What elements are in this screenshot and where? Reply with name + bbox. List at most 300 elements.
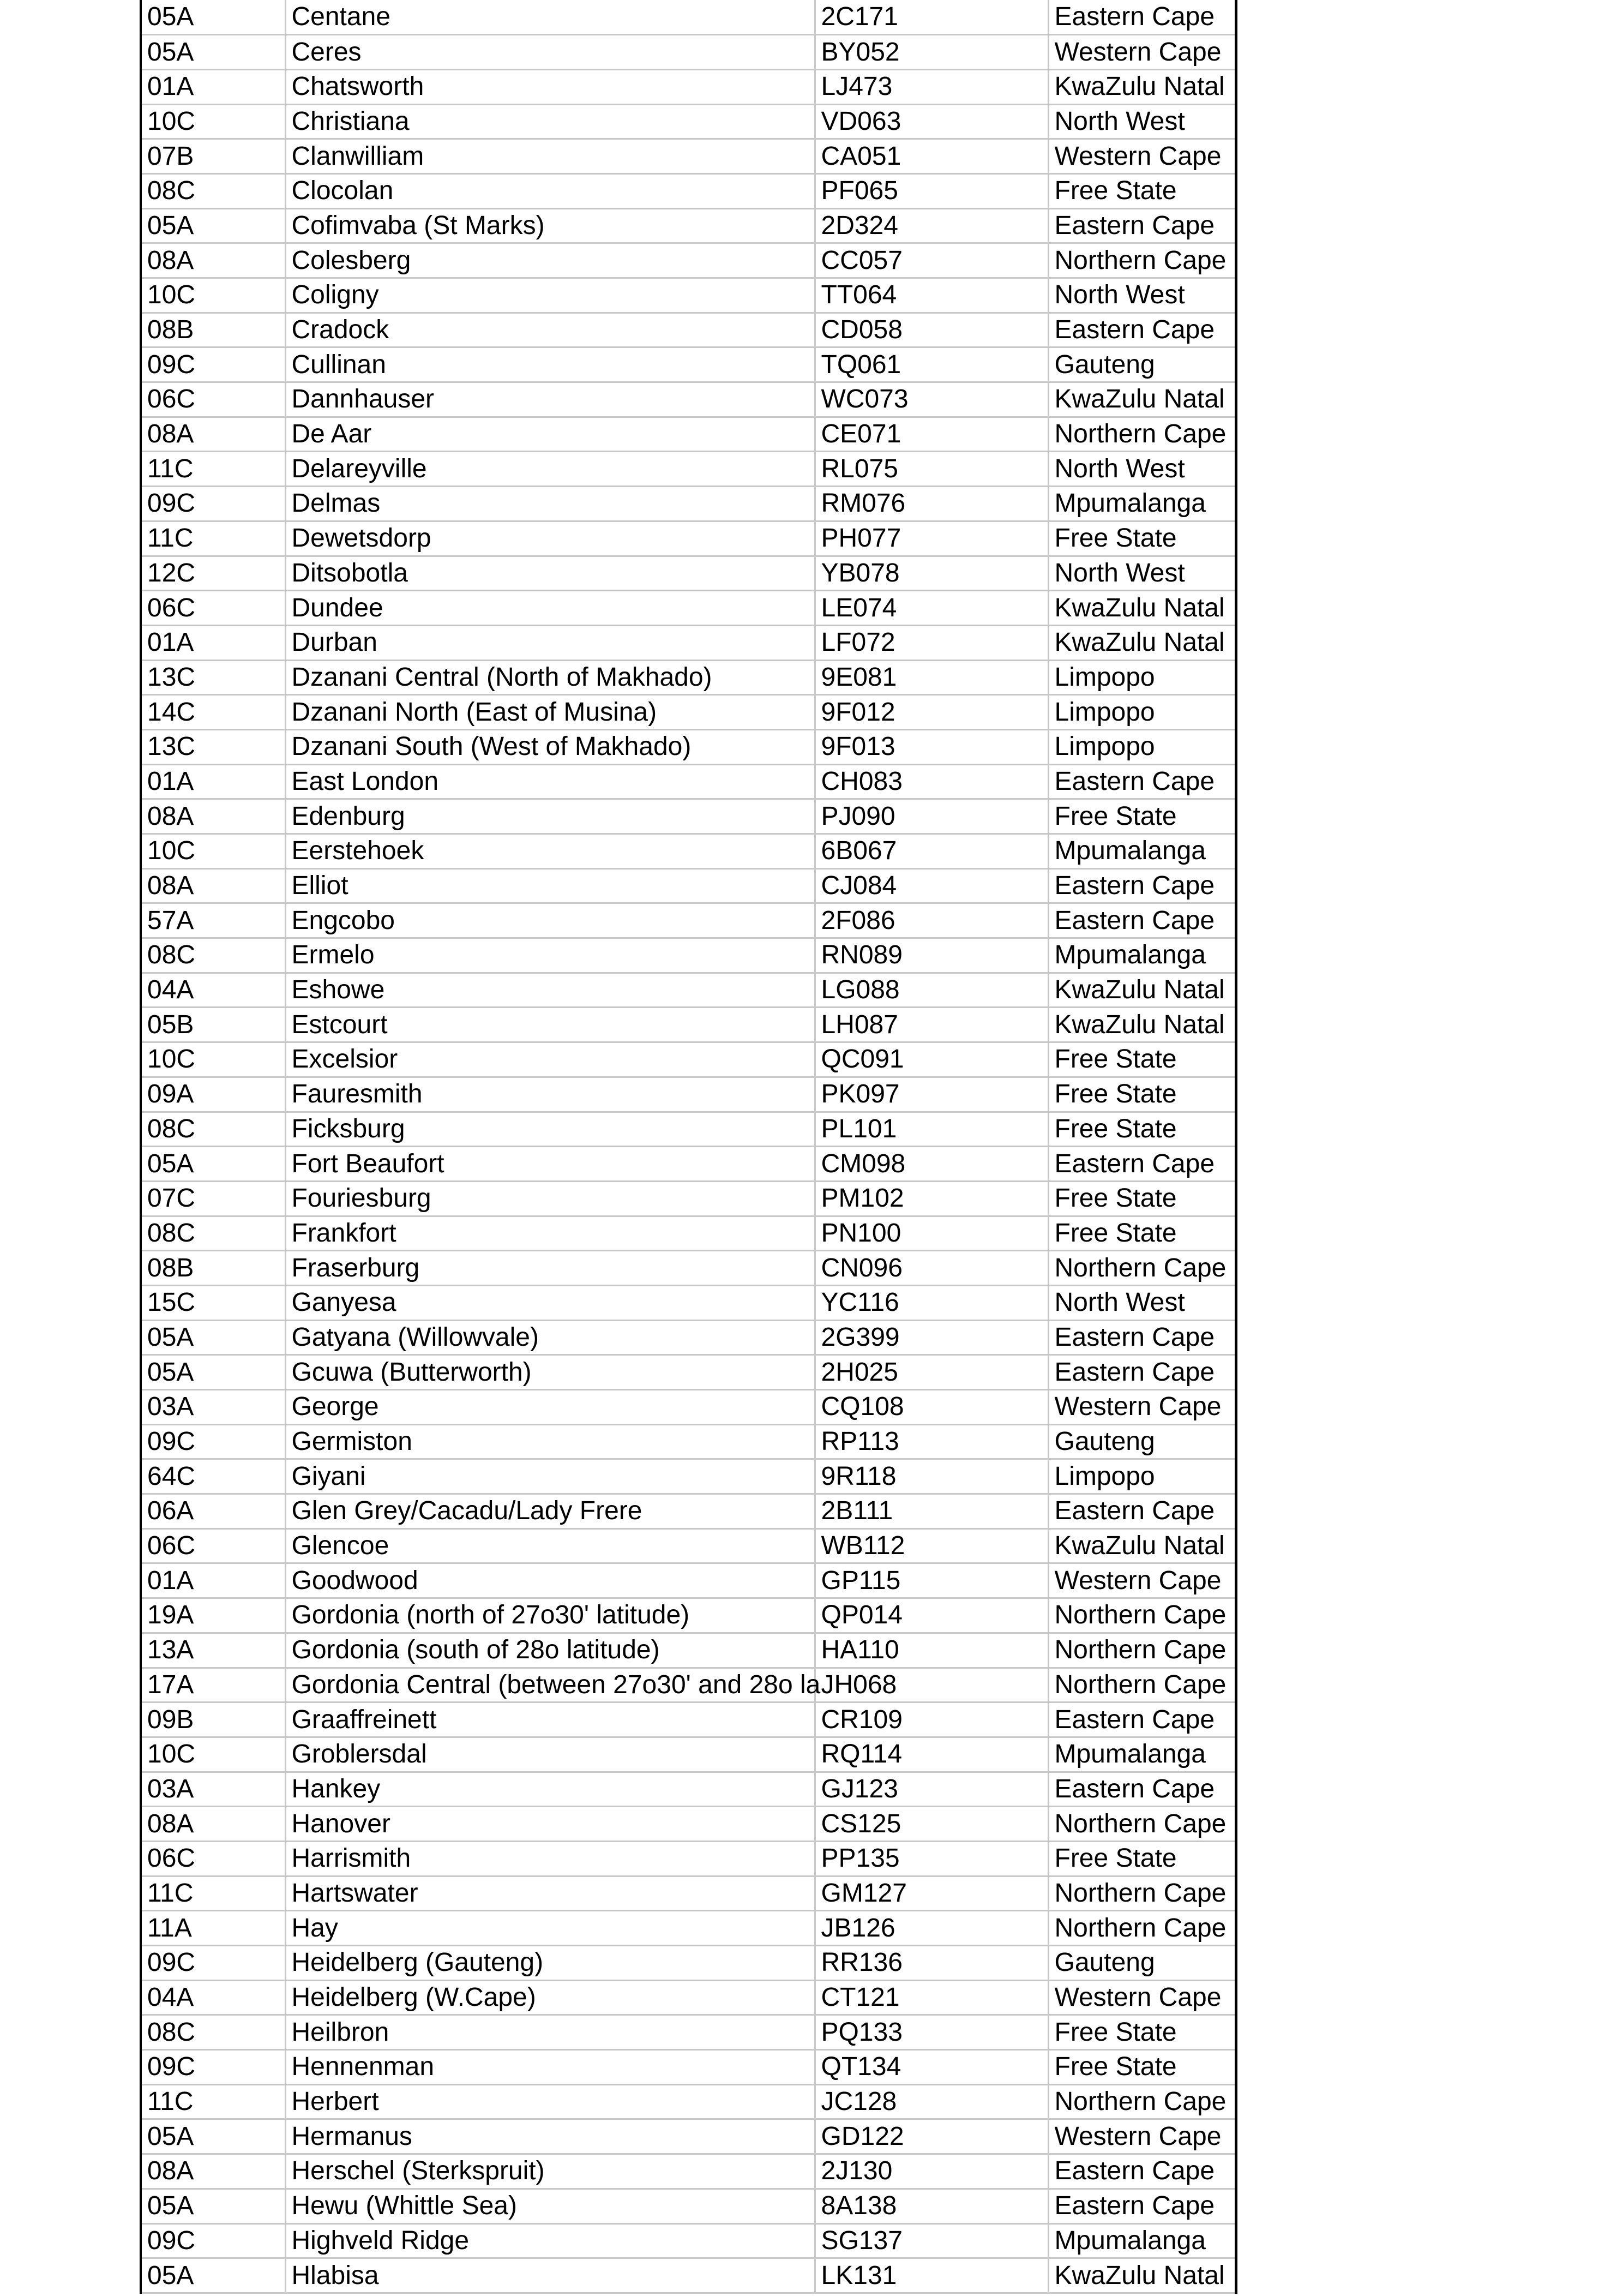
name-cell: De Aar xyxy=(285,417,815,452)
code-cell: 05A xyxy=(141,0,285,35)
name-cell: Clanwilliam xyxy=(285,139,815,174)
ref-cell: CQ108 xyxy=(815,1390,1048,1425)
name-cell: Hermanus xyxy=(285,2119,815,2154)
name-cell: Gordonia (south of 28o latitude) xyxy=(285,1633,815,1668)
ref-cell: PH077 xyxy=(815,521,1048,556)
ref-cell: JC128 xyxy=(815,2084,1048,2119)
code-cell: 05A xyxy=(141,2258,285,2293)
province-cell: Northern Cape xyxy=(1048,243,1236,278)
ref-cell: TQ061 xyxy=(815,347,1048,382)
province-cell: Eastern Cape xyxy=(1048,2154,1236,2189)
table-row xyxy=(141,1946,1236,1981)
code-cell: 12C xyxy=(141,556,285,591)
ref-cell: PP135 xyxy=(815,1841,1048,1876)
table-row xyxy=(141,1390,1236,1425)
ref-cell: 9E081 xyxy=(815,660,1048,695)
table-row xyxy=(141,2189,1236,2223)
ref-cell: QP014 xyxy=(815,1598,1048,1633)
code-cell: 13A xyxy=(141,1633,285,1668)
ref-cell: PQ133 xyxy=(815,2015,1048,2050)
table-row xyxy=(141,2154,1236,2189)
ref-cell: LG088 xyxy=(815,973,1048,1008)
province-cell: Eastern Cape xyxy=(1048,208,1236,243)
province-cell: Free State xyxy=(1048,1841,1236,1876)
ref-cell: PM102 xyxy=(815,1181,1048,1216)
province-cell: Eastern Cape xyxy=(1048,1355,1236,1390)
province-cell: Northern Cape xyxy=(1048,1876,1236,1911)
code-cell: 09B xyxy=(141,1702,285,1737)
name-cell: Gordonia (north of 27o30' latitude) xyxy=(285,1598,815,1633)
table-row xyxy=(141,1876,1236,1911)
ref-cell: 8A138 xyxy=(815,2189,1048,2223)
code-cell: 05A xyxy=(141,1147,285,1182)
code-cell: 13C xyxy=(141,729,285,764)
province-cell: Northern Cape xyxy=(1048,1911,1236,1946)
name-cell: Elliot xyxy=(285,868,815,903)
province-cell: Gauteng xyxy=(1048,1946,1236,1981)
ref-cell: VD063 xyxy=(815,104,1048,139)
table-row xyxy=(141,104,1236,139)
name-cell: Harrismith xyxy=(285,1841,815,1876)
code-cell: 05A xyxy=(141,2119,285,2154)
province-cell: Northern Cape xyxy=(1048,1807,1236,1842)
table-row xyxy=(141,868,1236,903)
name-cell: Fouriesburg xyxy=(285,1181,815,1216)
table-row xyxy=(141,139,1236,174)
table-row xyxy=(141,243,1236,278)
ref-cell: GM127 xyxy=(815,1876,1048,1911)
name-cell: Hay xyxy=(285,1911,815,1946)
table-row xyxy=(141,660,1236,695)
table-row xyxy=(141,2084,1236,2119)
name-cell: Durban xyxy=(285,625,815,660)
table-row xyxy=(141,1112,1236,1147)
province-cell: KwaZulu Natal xyxy=(1048,973,1236,1008)
province-cell: North West xyxy=(1048,1285,1236,1320)
name-cell: Dannhauser xyxy=(285,382,815,417)
province-cell: Free State xyxy=(1048,2015,1236,2050)
name-cell: Cofimvaba (St Marks) xyxy=(285,208,815,243)
code-cell: 17A xyxy=(141,1668,285,1702)
code-cell: 08C xyxy=(141,938,285,973)
table-row xyxy=(141,695,1236,730)
code-cell: 01A xyxy=(141,625,285,660)
code-cell: 01A xyxy=(141,764,285,799)
code-cell: 11C xyxy=(141,1876,285,1911)
name-cell: Centane xyxy=(285,0,815,35)
name-cell: Glen Grey/Cacadu/Lady Frere xyxy=(285,1494,815,1529)
name-cell: Dzanani Central (North of Makhado) xyxy=(285,660,815,695)
table-row xyxy=(141,2050,1236,2085)
name-cell: Hennenman xyxy=(285,2050,815,2085)
code-cell: 09C xyxy=(141,2223,285,2258)
province-cell: North West xyxy=(1048,452,1236,487)
ref-cell: CE071 xyxy=(815,417,1048,452)
code-cell: 08A xyxy=(141,243,285,278)
code-cell: 57A xyxy=(141,903,285,938)
ref-cell: 2F086 xyxy=(815,903,1048,938)
table-row xyxy=(141,1633,1236,1668)
province-cell: Free State xyxy=(1048,1042,1236,1077)
ref-cell: JH068 xyxy=(815,1668,1048,1702)
province-cell: Mpumalanga xyxy=(1048,938,1236,973)
code-cell: 09C xyxy=(141,2050,285,2085)
name-cell: Excelsior xyxy=(285,1042,815,1077)
name-cell: Ficksburg xyxy=(285,1112,815,1147)
code-cell: 05A xyxy=(141,1320,285,1355)
province-cell: KwaZulu Natal xyxy=(1048,625,1236,660)
province-cell: North West xyxy=(1048,278,1236,313)
ref-cell: CD058 xyxy=(815,313,1048,347)
ref-cell: 6B067 xyxy=(815,834,1048,869)
name-cell: Fraserburg xyxy=(285,1251,815,1286)
code-cell: 05A xyxy=(141,2189,285,2223)
code-cell: 08C xyxy=(141,2015,285,2050)
ref-cell: WB112 xyxy=(815,1528,1048,1563)
province-cell: Limpopo xyxy=(1048,729,1236,764)
name-cell: Gordonia Central (between 27o30' and 28o la xyxy=(285,1668,815,1702)
ref-cell: 2J130 xyxy=(815,2154,1048,2189)
name-cell: Fort Beaufort xyxy=(285,1147,815,1182)
table-row xyxy=(141,1668,1236,1702)
name-cell: Engcobo xyxy=(285,903,815,938)
ref-cell: PF065 xyxy=(815,173,1048,208)
code-cell: 11C xyxy=(141,2084,285,2119)
table-row xyxy=(141,173,1236,208)
province-cell: Eastern Cape xyxy=(1048,313,1236,347)
code-cell: 08A xyxy=(141,1807,285,1842)
table-row xyxy=(141,69,1236,104)
ref-cell: 9F012 xyxy=(815,695,1048,730)
code-cell: 04A xyxy=(141,1980,285,2015)
province-cell: KwaZulu Natal xyxy=(1048,1008,1236,1042)
code-cell: 06C xyxy=(141,1528,285,1563)
code-cell: 05A xyxy=(141,208,285,243)
code-cell: 11C xyxy=(141,452,285,487)
code-cell: 14C xyxy=(141,695,285,730)
ref-cell: QC091 xyxy=(815,1042,1048,1077)
table-row xyxy=(141,764,1236,799)
ref-cell: BY052 xyxy=(815,35,1048,70)
ref-cell: GP115 xyxy=(815,1563,1048,1598)
table-row xyxy=(141,521,1236,556)
province-cell: Limpopo xyxy=(1048,695,1236,730)
province-cell: Eastern Cape xyxy=(1048,1772,1236,1807)
table-row xyxy=(141,1459,1236,1494)
code-cell: 08C xyxy=(141,1112,285,1147)
name-cell: Heidelberg (W.Cape) xyxy=(285,1980,815,2015)
table-row xyxy=(141,556,1236,591)
name-cell: Delmas xyxy=(285,487,815,521)
ref-cell: RM076 xyxy=(815,487,1048,521)
code-cell: 10C xyxy=(141,278,285,313)
table-row xyxy=(141,1216,1236,1251)
ref-cell: CA051 xyxy=(815,139,1048,174)
name-cell: Cradock xyxy=(285,313,815,347)
table-row xyxy=(141,625,1236,660)
province-cell: Northern Cape xyxy=(1048,1251,1236,1286)
name-cell: Graaffreinett xyxy=(285,1702,815,1737)
ref-cell: 2H025 xyxy=(815,1355,1048,1390)
name-cell: Frankfort xyxy=(285,1216,815,1251)
table-row xyxy=(141,0,1236,35)
ref-cell: LE074 xyxy=(815,591,1048,626)
name-cell: Colesberg xyxy=(285,243,815,278)
code-cell: 08A xyxy=(141,417,285,452)
province-cell: Western Cape xyxy=(1048,1563,1236,1598)
province-cell: Free State xyxy=(1048,799,1236,834)
name-cell: Hewu (Whittle Sea) xyxy=(285,2189,815,2223)
ref-cell: WC073 xyxy=(815,382,1048,417)
name-cell: Edenburg xyxy=(285,799,815,834)
ref-cell: QT134 xyxy=(815,2050,1048,2085)
table-row xyxy=(141,1807,1236,1842)
code-cell: 01A xyxy=(141,1563,285,1598)
code-cell: 06A xyxy=(141,1494,285,1529)
code-cell: 13C xyxy=(141,660,285,695)
province-cell: KwaZulu Natal xyxy=(1048,591,1236,626)
code-cell: 15C xyxy=(141,1285,285,1320)
ref-cell: TT064 xyxy=(815,278,1048,313)
code-cell: 08B xyxy=(141,1251,285,1286)
table-row xyxy=(141,729,1236,764)
ref-cell: LJ473 xyxy=(815,69,1048,104)
province-cell: Eastern Cape xyxy=(1048,2189,1236,2223)
code-cell: 04A xyxy=(141,973,285,1008)
name-cell: Clocolan xyxy=(285,173,815,208)
name-cell: Ceres xyxy=(285,35,815,70)
ref-cell: RP113 xyxy=(815,1424,1048,1459)
name-cell: Herbert xyxy=(285,2084,815,2119)
name-cell: Estcourt xyxy=(285,1008,815,1042)
code-cell: 07B xyxy=(141,139,285,174)
province-cell: Free State xyxy=(1048,1216,1236,1251)
table-row xyxy=(141,1181,1236,1216)
ref-cell: PL101 xyxy=(815,1112,1048,1147)
name-cell: Heilbron xyxy=(285,2015,815,2050)
code-cell: 10C xyxy=(141,834,285,869)
table-row xyxy=(141,799,1236,834)
code-cell: 08C xyxy=(141,1216,285,1251)
table-row xyxy=(141,1980,1236,2015)
name-cell: Gcuwa (Butterworth) xyxy=(285,1355,815,1390)
code-cell: 05A xyxy=(141,1355,285,1390)
name-cell: Christiana xyxy=(285,104,815,139)
name-cell: Ganyesa xyxy=(285,1285,815,1320)
ref-cell: LK131 xyxy=(815,2258,1048,2293)
province-cell: Northern Cape xyxy=(1048,1633,1236,1668)
name-cell: Highveld Ridge xyxy=(285,2223,815,2258)
code-cell: 10C xyxy=(141,1042,285,1077)
province-cell: Northern Cape xyxy=(1048,2084,1236,2119)
code-cell: 08C xyxy=(141,173,285,208)
code-cell: 10C xyxy=(141,1737,285,1772)
table-row xyxy=(141,1008,1236,1042)
province-cell: Mpumalanga xyxy=(1048,1737,1236,1772)
table-row xyxy=(141,2258,1236,2293)
code-cell: 01A xyxy=(141,69,285,104)
table-row xyxy=(141,1077,1236,1112)
province-cell: Northern Cape xyxy=(1048,417,1236,452)
name-cell: Eerstehoek xyxy=(285,834,815,869)
code-cell: 08A xyxy=(141,868,285,903)
ref-cell: SG137 xyxy=(815,2223,1048,2258)
code-cell: 11C xyxy=(141,521,285,556)
table-row xyxy=(141,1911,1236,1946)
province-cell: Eastern Cape xyxy=(1048,0,1236,35)
ref-cell: LF072 xyxy=(815,625,1048,660)
table-row xyxy=(141,834,1236,869)
table-row xyxy=(141,1320,1236,1355)
code-cell: 03A xyxy=(141,1772,285,1807)
code-cell: 09A xyxy=(141,1077,285,1112)
table-row xyxy=(141,35,1236,70)
province-cell: Eastern Cape xyxy=(1048,1320,1236,1355)
table-row xyxy=(141,1285,1236,1320)
province-cell: Mpumalanga xyxy=(1048,2223,1236,2258)
province-cell: Eastern Cape xyxy=(1048,903,1236,938)
table-row xyxy=(141,1598,1236,1633)
province-cell: Western Cape xyxy=(1048,2119,1236,2154)
ref-cell: 2B111 xyxy=(815,1494,1048,1529)
table-row xyxy=(141,1702,1236,1737)
name-cell: Eshowe xyxy=(285,973,815,1008)
code-cell: 09C xyxy=(141,347,285,382)
ref-cell: 2D324 xyxy=(815,208,1048,243)
table-row xyxy=(141,313,1236,347)
table-row xyxy=(141,2223,1236,2258)
code-cell: 11A xyxy=(141,1911,285,1946)
table-row xyxy=(141,208,1236,243)
table-row xyxy=(141,2119,1236,2154)
code-cell: 07C xyxy=(141,1181,285,1216)
name-cell: Delareyville xyxy=(285,452,815,487)
name-cell: Fauresmith xyxy=(285,1077,815,1112)
province-cell: Free State xyxy=(1048,173,1236,208)
table-row xyxy=(141,973,1236,1008)
table-row xyxy=(141,452,1236,487)
table-row xyxy=(141,591,1236,626)
table-row xyxy=(141,382,1236,417)
ref-cell: RQ114 xyxy=(815,1737,1048,1772)
table-row xyxy=(141,1042,1236,1077)
code-cell: 08B xyxy=(141,313,285,347)
ref-cell: CC057 xyxy=(815,243,1048,278)
ref-cell: HA110 xyxy=(815,1633,1048,1668)
name-cell: Ditsobotla xyxy=(285,556,815,591)
province-cell: Eastern Cape xyxy=(1048,868,1236,903)
name-cell: Coligny xyxy=(285,278,815,313)
code-cell: 09C xyxy=(141,1424,285,1459)
ref-cell: 2C171 xyxy=(815,0,1048,35)
province-cell: Eastern Cape xyxy=(1048,764,1236,799)
table-row xyxy=(141,1841,1236,1876)
ref-cell: JB126 xyxy=(815,1911,1048,1946)
name-cell: Hartswater xyxy=(285,1876,815,1911)
province-cell: Free State xyxy=(1048,521,1236,556)
province-cell: Eastern Cape xyxy=(1048,1494,1236,1529)
province-cell: Limpopo xyxy=(1048,1459,1236,1494)
province-cell: North West xyxy=(1048,556,1236,591)
ref-cell: CH083 xyxy=(815,764,1048,799)
province-cell: Northern Cape xyxy=(1048,1598,1236,1633)
province-cell: Mpumalanga xyxy=(1048,487,1236,521)
name-cell: Cullinan xyxy=(285,347,815,382)
province-cell: Eastern Cape xyxy=(1048,1147,1236,1182)
table-row xyxy=(141,903,1236,938)
name-cell: Hanover xyxy=(285,1807,815,1842)
name-cell: Giyani xyxy=(285,1459,815,1494)
province-cell: Western Cape xyxy=(1048,1980,1236,2015)
ref-cell: CR109 xyxy=(815,1702,1048,1737)
ref-cell: CS125 xyxy=(815,1807,1048,1842)
table-row xyxy=(141,278,1236,313)
province-cell: North West xyxy=(1048,104,1236,139)
ref-cell: 2G399 xyxy=(815,1320,1048,1355)
ref-cell: 9F013 xyxy=(815,729,1048,764)
table-row xyxy=(141,1772,1236,1807)
ref-cell: PJ090 xyxy=(815,799,1048,834)
province-cell: Mpumalanga xyxy=(1048,834,1236,869)
table-row xyxy=(141,1563,1236,1598)
ref-cell: LH087 xyxy=(815,1008,1048,1042)
name-cell: Gatyana (Willowvale) xyxy=(285,1320,815,1355)
table-row xyxy=(141,487,1236,521)
ref-cell: GD122 xyxy=(815,2119,1048,2154)
province-cell: Free State xyxy=(1048,1181,1236,1216)
code-cell: 06C xyxy=(141,382,285,417)
province-cell: Gauteng xyxy=(1048,347,1236,382)
ref-cell: PK097 xyxy=(815,1077,1048,1112)
table-row xyxy=(141,1355,1236,1390)
code-cell: 03A xyxy=(141,1390,285,1425)
table-row xyxy=(141,1147,1236,1182)
name-cell: Dewetsdorp xyxy=(285,521,815,556)
ref-cell: GJ123 xyxy=(815,1772,1048,1807)
code-cell: 05B xyxy=(141,1008,285,1042)
name-cell: George xyxy=(285,1390,815,1425)
ref-cell: 9R118 xyxy=(815,1459,1048,1494)
ref-cell: RN089 xyxy=(815,938,1048,973)
province-cell: KwaZulu Natal xyxy=(1048,2258,1236,2293)
province-cell: Limpopo xyxy=(1048,660,1236,695)
name-cell: Chatsworth xyxy=(285,69,815,104)
table-row xyxy=(141,2015,1236,2050)
table-row xyxy=(141,1494,1236,1529)
province-cell: Free State xyxy=(1048,1077,1236,1112)
name-cell: Hlabisa xyxy=(285,2258,815,2293)
province-cell: Free State xyxy=(1048,1112,1236,1147)
name-cell: East London xyxy=(285,764,815,799)
ref-cell: YB078 xyxy=(815,556,1048,591)
ref-cell: CT121 xyxy=(815,1980,1048,2015)
code-cell: 06C xyxy=(141,591,285,626)
table-row xyxy=(141,1737,1236,1772)
name-cell: Goodwood xyxy=(285,1563,815,1598)
code-cell: 19A xyxy=(141,1598,285,1633)
table-row xyxy=(141,1424,1236,1459)
code-cell: 64C xyxy=(141,1459,285,1494)
table-row xyxy=(141,417,1236,452)
name-cell: Dzanani North (East of Musina) xyxy=(285,695,815,730)
province-cell: Western Cape xyxy=(1048,139,1236,174)
name-cell: Hankey xyxy=(285,1772,815,1807)
name-cell: Heidelberg (Gauteng) xyxy=(285,1946,815,1981)
province-cell: Western Cape xyxy=(1048,1390,1236,1425)
code-cell: 09C xyxy=(141,487,285,521)
code-cell: 10C xyxy=(141,104,285,139)
table-body xyxy=(141,0,1236,2293)
